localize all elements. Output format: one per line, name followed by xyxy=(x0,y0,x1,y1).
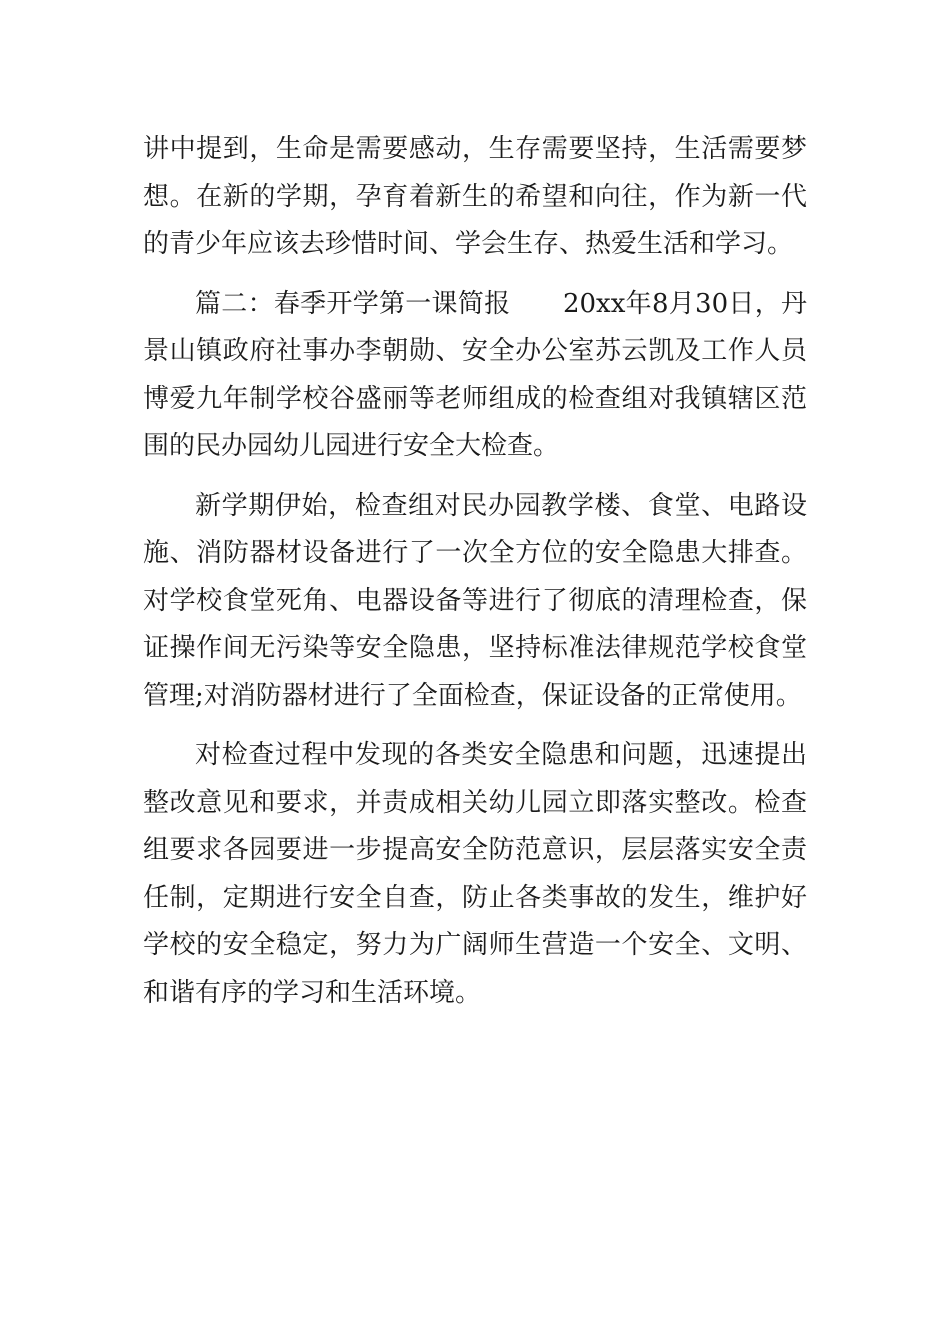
paragraph-3: 新学期伊始，检查组对民办园教学楼、食堂、电路设施、消防器材设备进行了一次全方位的安全隐患大排查。对学校食堂死角、电器设备等进行了彻底的清理检查，保证操作间无污染等安全隐患，坚持标准法律规范学校食堂管理;对消防器材进行了全面检查，保证设备的正常使用。 xyxy=(143,490,807,711)
paragraph-1: 讲中提到，生命是需要感动，生存需要坚持，生活需要梦想。在新的学期，孕育着新生的希望和向往，作为新一代的青少年应该去珍惜时间、学会生存、热爱生活和学习。 xyxy=(143,134,807,259)
document-body xyxy=(143,126,807,1029)
paragraph-4: 对检查过程中发现的各类安全隐患和问题，迅速提出整改意见和要求，并责成相关幼儿园立即落实整改。检查组要求各园要进一步提高安全防范意识，层层落实安全责任制，定期进行安全自查，防止各类事故的发生，维护好学校的安全稳定，努力为广阔师生营造一个安全、文明、和谐有序的学习和生活环境。 xyxy=(143,740,807,1008)
paragraph-2: 篇二：春季开学第一课简报 20xx年8月30日，丹景山镇政府社事办李朝勋、安全办公室苏云凯及工作人员博爱九年制学校谷盛丽等老师组成的检查组对我镇辖区范围的民办园幼儿园进行安全大检查。 xyxy=(143,288,807,461)
